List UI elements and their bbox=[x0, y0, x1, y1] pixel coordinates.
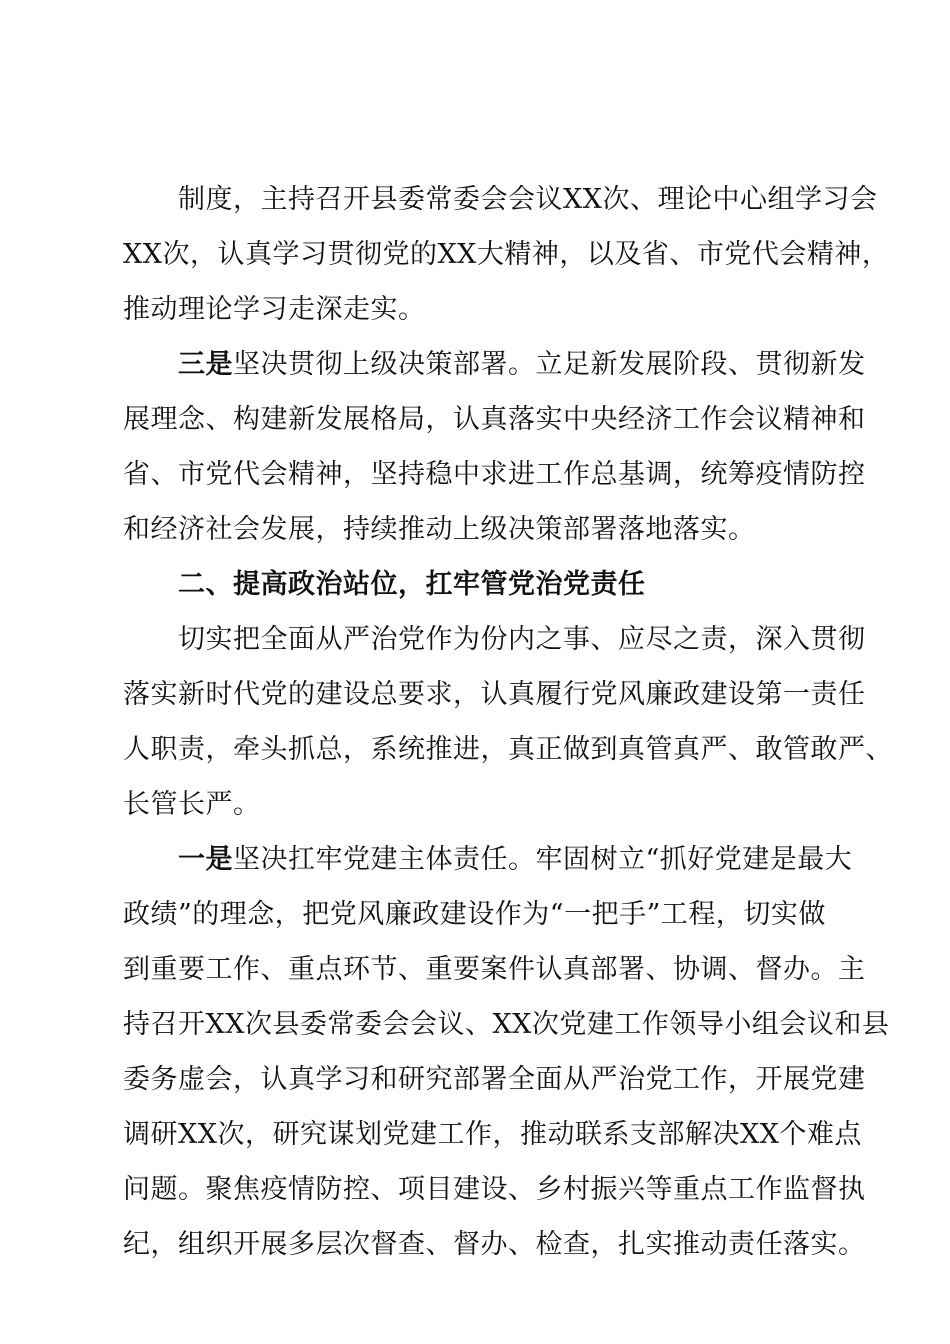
paragraph-line: 省、市党代会精神，坚持稳中求进工作总基调，统筹疫情防控 bbox=[123, 459, 866, 490]
section-heading: 二、提高政治站位，扛牢管党治党责任 bbox=[178, 569, 646, 600]
paragraph-line: 到重要工作、重点环节、重要案件认真部署、协调、督办。主 bbox=[123, 954, 866, 985]
paragraph-line: 落实新时代党的建设总要求，认真履行党风廉政建设第一责任 bbox=[123, 679, 866, 710]
lead-phrase: 三是 bbox=[178, 349, 233, 380]
paragraph-line: 人职责，牵头抓总，系统推进，真正做到真管真严、敢管敢严、 bbox=[123, 734, 893, 765]
paragraph-line: 问题。聚焦疫情防控、项目建设、乡村振兴等重点工作监督执 bbox=[123, 1174, 866, 1205]
paragraph-line: XX次，认真学习贯彻党的XX大精神，以及省、市党代会精神， bbox=[123, 239, 890, 270]
paragraph-line: 调研XX次，研究谋划党建工作，推动联系支部解决XX个难点 bbox=[123, 1119, 862, 1150]
paragraph-line: 制度，主持召开县委常委会会议XX次、理论中心组学习会 bbox=[178, 184, 878, 215]
paragraph-line-with-lead bbox=[178, 844, 852, 876]
paragraph-line: 委务虚会，认真学习和研究部署全面从严治党工作，开展党建 bbox=[123, 1064, 866, 1095]
paragraph-line: 长管长严。 bbox=[123, 789, 261, 820]
paragraph-line-with-lead bbox=[178, 349, 866, 381]
paragraph-line: 展理念、构建新发展格局，认真落实中央经济工作会议精神和 bbox=[123, 404, 866, 435]
paragraph-line: 切实把全面从严治党作为份内之事、应尽之责，深入贯彻 bbox=[178, 624, 866, 655]
paragraph-line: 纪，组织开展多层次督查、督办、检查，扎实推动责任落实。 bbox=[123, 1229, 866, 1260]
lead-phrase: 一是 bbox=[178, 844, 233, 875]
paragraph-line: 和经济社会发展，持续推动上级决策部署落地落实。 bbox=[123, 514, 756, 545]
paragraph-line: 持召开XX次县委常委会会议、XX次党建工作领导小组会议和县 bbox=[123, 1009, 890, 1040]
paragraph-text: 坚决贯彻上级决策部署。立足新发展阶段、贯彻新发 bbox=[233, 349, 866, 380]
paragraph-line: 政绩”的理念，把党风廉政建设作为“一把手”工程，切实做 bbox=[123, 899, 826, 930]
paragraph-line: 推动理论学习走深走实。 bbox=[123, 294, 426, 325]
paragraph-text: 坚决扛牢党建主体责任。牢固树立“抓好党建是最大 bbox=[233, 844, 853, 875]
